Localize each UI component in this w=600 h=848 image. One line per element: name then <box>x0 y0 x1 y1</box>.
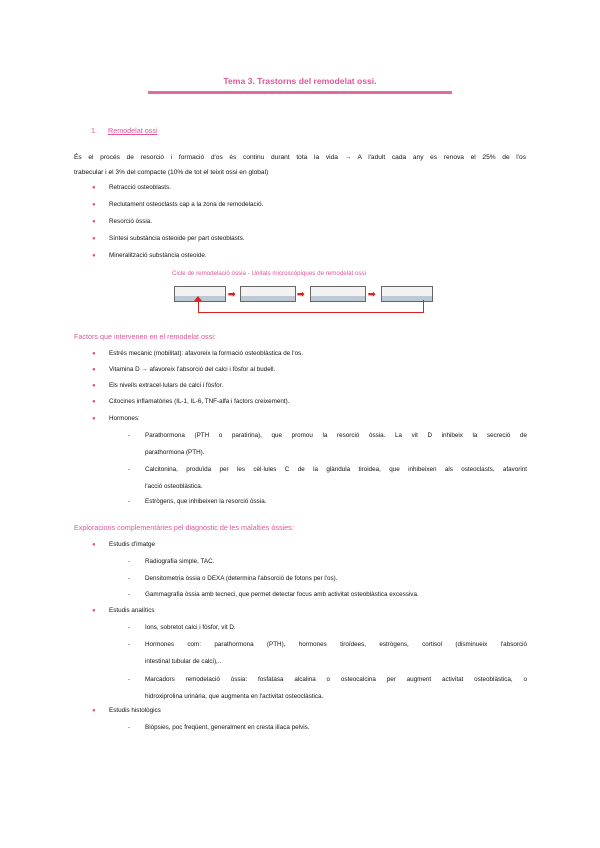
sub-list-item: Radiografia simple, TAC. <box>145 558 215 565</box>
dash-icon: - <box>128 641 131 648</box>
dash-icon: - <box>128 575 131 582</box>
list-item: Estudis d'imatge <box>109 541 156 548</box>
list-item: Hormones: <box>109 415 140 422</box>
list-item: Mineralització substància osteoide. <box>109 252 207 259</box>
intro-line: trabecular i el 3% del compacte (10% de tot el teixit ossi en global) <box>74 169 269 176</box>
explorations-heading: Exploracions complementàries pel diagnòstic de les malalties òssies: <box>74 523 294 532</box>
dash-icon: - <box>128 624 131 631</box>
list-item: Estrés mecànic (mobilitat): afavoreix la formació osteoblàstica de l'os. <box>109 350 304 357</box>
arrow-right-icon: ➡ <box>297 289 305 299</box>
sub-item-line: Calcitonina, produïda per les cèl·lules C de la glàndula tiroidea, que inhibeixen als osteoclasts, afavorint <box>145 466 527 473</box>
dash-icon: - <box>128 432 131 439</box>
dash-icon: - <box>128 466 131 473</box>
bullet-icon: ● <box>92 541 96 548</box>
list-item: Els nivells extracel·lulars de calci i fòsfor. <box>109 382 224 389</box>
list-item: Vitamina D → afavoreix l'absorció del calci i fòsfor al budell. <box>109 366 276 373</box>
arrow-up-icon <box>194 296 202 301</box>
factors-heading: Factors que intervenen en el remodelat ossi: <box>74 332 216 341</box>
section-title: Remodelat ossi <box>108 126 158 135</box>
sub-list-item <box>145 672 527 705</box>
bullet-icon: ● <box>92 252 96 259</box>
title-underline <box>148 91 452 94</box>
bullet-icon: ● <box>92 235 96 242</box>
sub-list-item: Densitometria òssia o DEXA (determina l'absorció de fotons per l'os). <box>145 575 338 582</box>
sub-list-item: Gammagrafia òssia amb tecneci, que permet detectar focus amb activitat osteoblàstica excessiva. <box>145 591 419 598</box>
bullet-icon: ● <box>92 184 96 191</box>
sub-list-item: Estrògens, que inhibeixen la resorció òssia. <box>145 498 267 505</box>
sub-item-line: Marcadors remodelació òssia: fosfatasa alcalina o osteocalcina per augment activitat osteoblàstica, o <box>145 676 527 683</box>
bullet-icon: ● <box>92 382 96 389</box>
arrow-right-icon: ➡ <box>368 289 376 299</box>
sub-item-line: Parathormona (PTH o paratirina), que promou la resorció òssia. La vit D inhibeix la secreció de <box>145 432 527 439</box>
intro-line: És el procés de resorció i formació d'os és continu durant tota la vida → A l'adult cada any es renova el 25% de l'os <box>74 154 526 161</box>
bullet-icon: ● <box>92 350 96 357</box>
dash-icon: - <box>128 558 131 565</box>
dash-icon: - <box>128 591 131 598</box>
cycle-return-arrow <box>198 300 424 313</box>
dash-icon: - <box>128 724 131 731</box>
dash-icon: - <box>128 676 131 683</box>
bullet-icon: ● <box>92 607 96 614</box>
sub-item-line: l'acció osteoblàstica. <box>145 482 203 490</box>
figure-caption: Cicle de remodelació òssia - Unitats microscòpiques de remodelat ossi <box>172 270 366 277</box>
sub-list-item: Ions, sobretot calci i fòsfor, vit D. <box>145 624 236 631</box>
sub-item-line: hidroxiprolina urinària, que augmenta en l'activitat osteoclàstica. <box>145 692 324 700</box>
intro-paragraph <box>74 150 526 180</box>
sub-list-item <box>145 462 527 495</box>
list-item: Resorció òssia. <box>109 218 153 225</box>
list-item: Reclutament osteoclasts cap a la zona de remodelació. <box>109 201 264 208</box>
sub-item-line: intestinal tubular de calci),.. <box>145 657 222 665</box>
section-number: 1. <box>91 126 97 135</box>
sub-list-item <box>145 637 527 670</box>
sub-list-item: Biòpsies, poc freqüent, generalment en cresta ilíaca pelvis. <box>145 724 310 731</box>
list-item: Síntesi substància osteoide per part osteoblasts. <box>109 235 245 242</box>
bullet-icon: ● <box>92 366 96 373</box>
bullet-icon: ● <box>92 707 96 714</box>
list-item: Citocines inflamatòries (IL-1, IL-6, TNF-alfa i factors creixement). <box>109 398 290 405</box>
page-title: Tema 3. Trastorns del remodelat ossi. <box>223 76 377 86</box>
list-item: Retracció osteoblasts. <box>109 184 171 191</box>
sub-item-line: Hormones com: parathormona (PTH), hormones tiroïdees, estrògens, cortisol (disminueix l'absorció <box>145 641 527 648</box>
bullet-icon: ● <box>92 398 96 405</box>
bullet-icon: ● <box>92 415 96 422</box>
bullet-icon: ● <box>92 201 96 208</box>
sub-item-line: parathormona (PTH). <box>145 448 205 456</box>
sub-list-item <box>145 428 527 461</box>
arrow-right-icon: ➡ <box>228 289 236 299</box>
list-item: Estudis analítics <box>109 607 155 614</box>
bullet-icon: ● <box>92 218 96 225</box>
dash-icon: - <box>128 498 131 505</box>
list-item: Estudis histològics <box>109 707 161 714</box>
